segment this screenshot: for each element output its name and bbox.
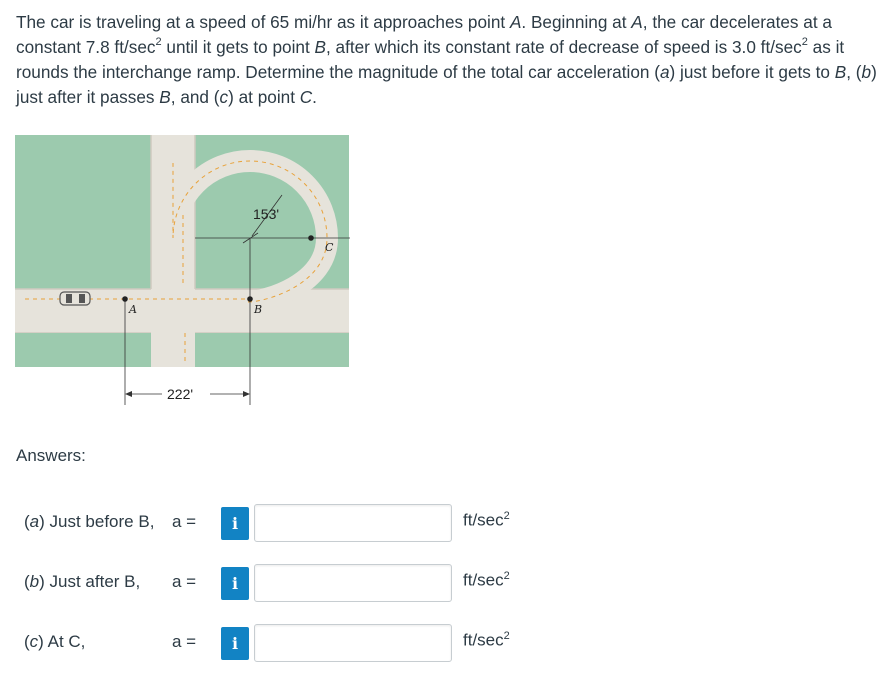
point-a-marker	[122, 296, 128, 302]
problem-text: until it gets to point	[161, 37, 315, 57]
point-a-ref: A	[509, 12, 522, 32]
answer-input-b[interactable]	[254, 564, 452, 602]
equation-label: a =	[172, 572, 197, 591]
radius-dimension: 153'	[253, 206, 280, 222]
info-button[interactable]: i	[221, 507, 249, 540]
unit-label: $ft/\sec^2$	[463, 570, 510, 590]
part-b-ref: b	[861, 62, 872, 82]
info-button[interactable]: i	[221, 627, 249, 660]
problem-text: as it rounds the interchange ramp. Determine the magnitude of the total car acceleration (	[16, 37, 845, 82]
point-c-ref: C	[299, 87, 313, 107]
problem-text: The car is traveling at a speed of 65 mi/hr as it approaches point	[16, 12, 510, 32]
answer-label-b: (b) Just after B,	[24, 572, 141, 591]
equation-label: a =	[172, 512, 197, 531]
problem-text: , (	[846, 62, 862, 82]
part-c-ref: c	[219, 87, 229, 107]
label-b: B	[254, 303, 263, 316]
problem-statement	[16, 10, 882, 110]
point-a-ref: A	[631, 12, 643, 32]
point-b-ref: B	[834, 62, 847, 82]
problem-text: , after which its constant rate of decrease of speed is 3.0 ft/sec	[325, 37, 802, 57]
label-c: C	[325, 241, 334, 254]
point-b-marker	[247, 296, 253, 302]
problem-text: ) just before it gets to	[669, 62, 835, 82]
distance-dimension: 222'	[167, 386, 194, 402]
label-a: A	[129, 303, 137, 316]
exponent: 2	[801, 36, 808, 49]
problem-text: , the car decelerates at a constant 7.8 ft/sec	[16, 12, 832, 57]
unit-label: $ft/\sec^2$	[463, 630, 510, 650]
answer-label-c: (c) At C,	[24, 632, 86, 651]
answer-input-c[interactable]	[254, 624, 452, 662]
interchange-figure	[15, 135, 350, 409]
problem-text: .	[312, 87, 317, 107]
unit-label: $ft/\sec^2$	[463, 510, 510, 530]
point-c-marker	[308, 235, 314, 241]
answer-input-a[interactable]	[254, 504, 452, 542]
info-button[interactable]: i	[221, 567, 249, 600]
answer-row-a	[0, 504, 894, 542]
problem-text: , and (	[170, 87, 220, 107]
point-b-ref: B	[314, 37, 326, 57]
problem-text: ) just after it passes	[16, 62, 877, 107]
car-icon	[60, 292, 90, 305]
problem-text: . Beginning at	[521, 12, 632, 32]
point-b-ref: B	[159, 87, 171, 107]
equation-label: a =	[172, 632, 197, 651]
answers-heading: Answers:	[16, 446, 86, 465]
answer-row-b	[0, 564, 894, 602]
exponent: 2	[155, 36, 162, 49]
answer-label-a: (a) Just before B,	[24, 512, 155, 531]
problem-text: ) at point	[228, 87, 300, 107]
part-a-ref: a	[659, 62, 670, 82]
answer-row-c	[0, 624, 894, 662]
